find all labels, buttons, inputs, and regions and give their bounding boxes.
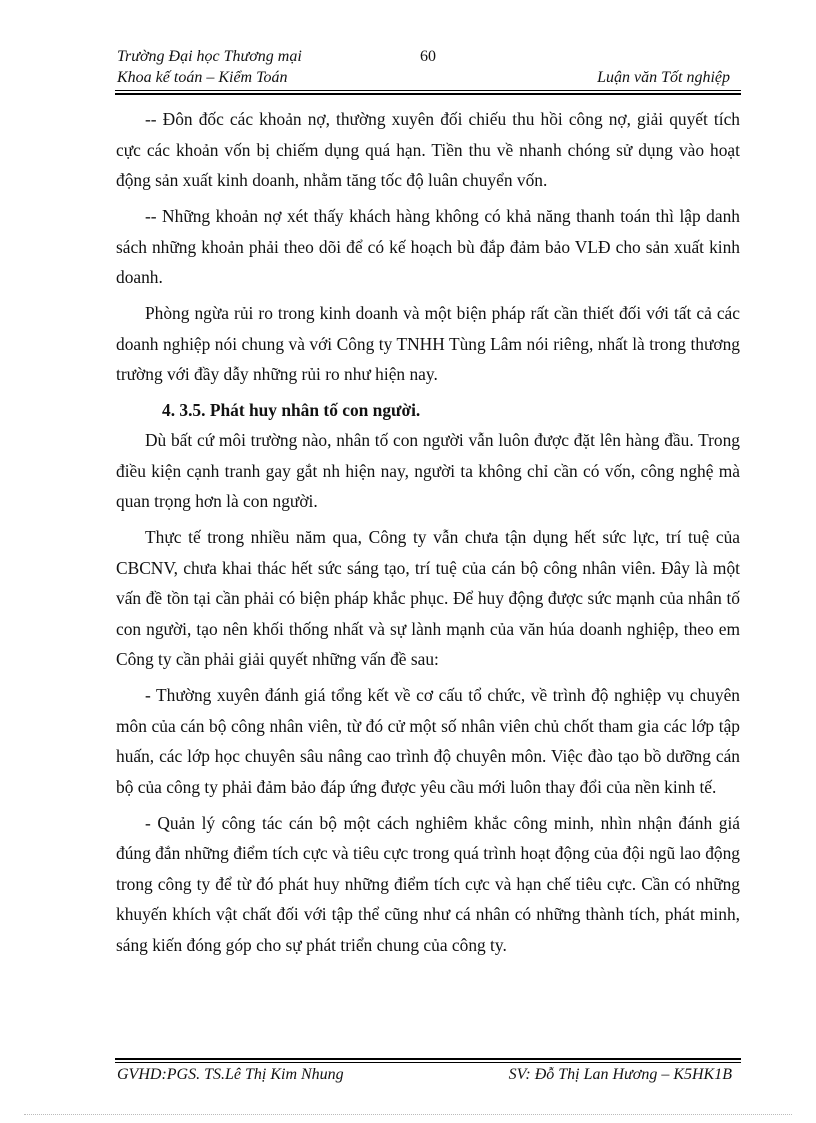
footer-divider-thin — [115, 1062, 741, 1063]
advisor-name: GVHD:PGS. TS.Lê Thị Kim Nhung — [117, 1066, 344, 1083]
school-name: Trường Đại học Thương mại — [117, 48, 302, 65]
footer-divider-thick — [115, 1058, 741, 1060]
page-bottom-border — [24, 1114, 792, 1115]
body-content — [116, 104, 740, 966]
header-divider-thin — [115, 90, 741, 91]
paragraph: -- Những khoản nợ xét thấy khách hàng không có khả năng thanh toán thì lập danh sách những khoản phải theo dõi để có kế hoạch bù đắp đảm bảo VLĐ cho sản xuất kinh doanh. — [116, 206, 740, 287]
header-divider-thick — [115, 93, 741, 95]
paragraph: Phòng ngừa rủi ro trong kinh doanh và một biện pháp rất cần thiết đối với tất cả các doanh nghiệp nói chung và với Công ty TNHH Tùng Lâm nói riêng, nhất là trong thương trường với đầy dẫy những rủi ro như hiện nay. — [116, 303, 740, 384]
faculty-name: Khoa kế toán – Kiểm Toán — [117, 69, 288, 86]
paragraph: Dù bất cứ môi trường nào, nhân tố con người vẫn luôn được đặt lên hàng đầu. Trong điều kiện cạnh tranh gay gắt nh hiện nay, người ta không chỉ cần có vốn, công nghệ mà quan trọng hơn là con người. — [116, 430, 740, 511]
paragraph: Thực tế trong nhiều năm qua, Công ty vẫn chưa tận dụng hết sức lực, trí tuệ của CBCNV, chưa khai thác hết sức sáng tạo, trí tuệ của cán bộ công nhân viên. Đây là một vấn đề tồn tại cần phải có biện pháp khắc phục. Để huy động được sức mạnh của nhân tố con người, tạo nên khối thống nhất và sự lành mạnh của văn húa doanh nghiệp, theo em Công ty cần phải giải quyết những vấn đề sau: — [116, 527, 740, 669]
document-type: Luận văn Tốt nghiệp — [597, 69, 730, 86]
section-heading: 4. 3.5. Phát huy nhân tố con người. — [162, 400, 421, 420]
paragraph: -- Đôn đốc các khoản nợ, thường xuyên đối chiếu thu hồi công nợ, giải quyết tích cực các khoản vốn bị chiếm dụng quá hạn. Tiền thu về nhanh chóng sử dụng vào hoạt động sản xuất kinh doanh, nhằm tăng tốc độ luân chuyển vốn. — [116, 109, 740, 190]
paragraph: - Thường xuyên đánh giá tổng kết về cơ cấu tổ chức, về trình độ nghiệp vụ chuyên môn của cán bộ công nhân viên, từ đó cử một số nhân viên chủ chốt tham gia các lớp tập huấn, các lớp học chuyên sâu nâng cao trình độ chuyên môn. Việc đào tạo bồ dưỡng cán bộ của công ty phải đảm bảo đáp ứng được yêu cầu mới luôn thay đổi của nền kinh tế. — [116, 685, 740, 797]
page-number: 60 — [420, 48, 436, 65]
paragraph: - Quản lý công tác cán bộ một cách nghiêm khắc công minh, nhìn nhận đánh giá đúng đắn những điểm tích cực và tiêu cực trong quá trình hoạt động của đội ngũ lao động trong công ty để từ đó phát huy những điểm tích cực và hạn chế tiêu cực. Cần có những khuyến khích vật chất đối với tập thể cũng như cá nhân có những thành tích, phát minh, sáng kiến đóng góp cho sự phát triển chung của công ty. — [116, 812, 740, 955]
student-name: SV: Đỗ Thị Lan Hương – K5HK1B — [508, 1066, 732, 1083]
